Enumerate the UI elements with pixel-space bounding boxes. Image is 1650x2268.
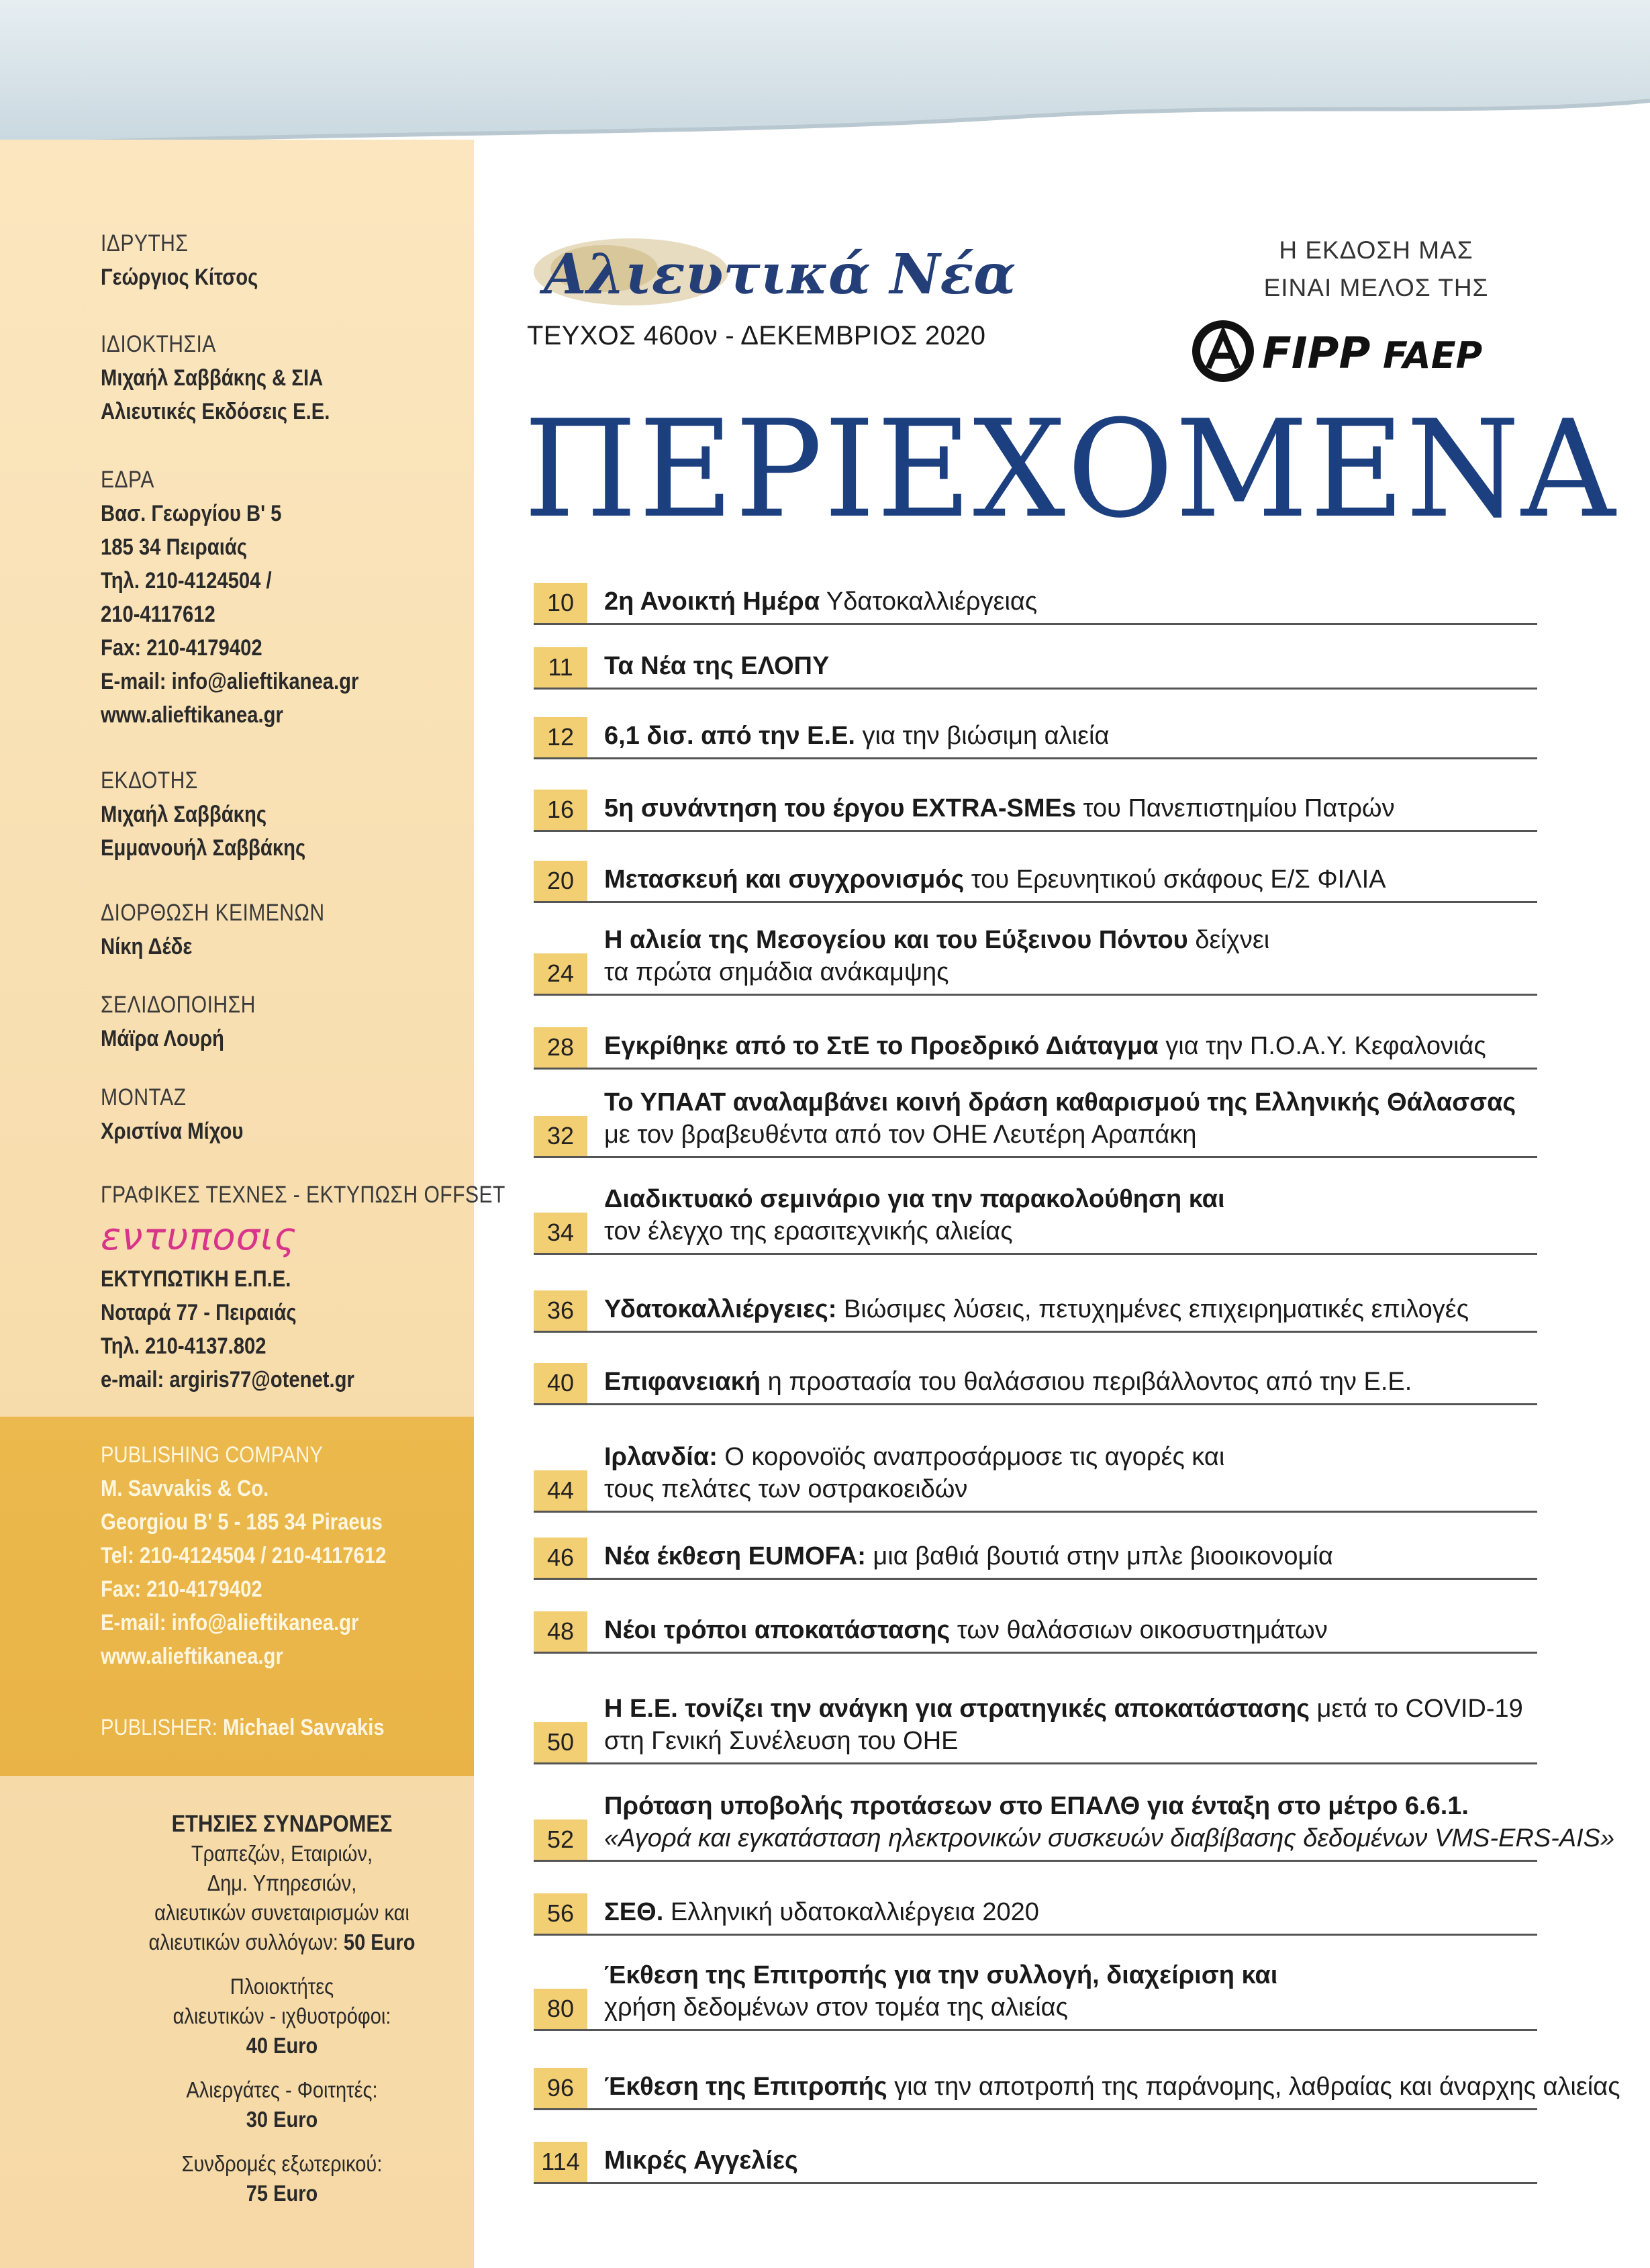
layout-name: Μάϊρα Λουρή	[101, 1026, 224, 1051]
toc-entry-segment: «Αγορά και εγκατάσταση ηλεκτρονικών συσκευών διαβίβασης δεδομένων VMS-ERS-AIS»	[604, 1824, 1615, 1852]
fipp-text: FIPP	[1262, 329, 1371, 379]
subscription-price: 50 Euro	[343, 1930, 416, 1954]
toc-entry-line	[604, 1614, 1328, 1646]
toc-entry-segment: Τα Νέα της ΕΛΟΠΥ	[604, 652, 830, 680]
toc-entry-line	[604, 1086, 1516, 1119]
seat-line: Τηλ. 210-4124504 /	[101, 568, 272, 594]
ownership-block	[101, 328, 463, 428]
toc-row[interactable]	[534, 1289, 1537, 1333]
publisher-label: PUBLISHER:	[101, 1715, 217, 1740]
toc-row[interactable]	[534, 1892, 1537, 1936]
toc-entry-title	[604, 1693, 1523, 1757]
toc-entry-segment: Ελληνική υδατοκαλλιέργεια 2020	[663, 1898, 1039, 1926]
page-title: ΠΕΡΙΕΧΟΜΕΝΑ	[524, 391, 1617, 548]
toc-entry-segment: τους πελάτες των οστρακοειδών	[604, 1475, 968, 1503]
toc-entry-title	[604, 1293, 1469, 1325]
toc-entry-segment: για την αποτροπή της παράνομης, λαθραίας και άναρχης αλιείας	[887, 2073, 1620, 2101]
toc-entry-line	[604, 792, 1395, 824]
subscription-line: Τραπεζών, Εταιριών,	[191, 1841, 373, 1866]
printer-line: ΕΚΤΥΠΩΤΙΚΗ Ε.Π.Ε.	[101, 1266, 291, 1292]
publishing-line: Georgiou B' 5 - 185 34 Piraeus	[101, 1509, 383, 1535]
toc-page-number: 56	[534, 1893, 587, 1934]
subscription-price: 40 Euro	[246, 2033, 318, 2058]
toc-page-number: 16	[534, 790, 587, 830]
toc-entry-segment: Πρόταση υποβολής προτάσεων στο ΕΠΑΛΘ για ένταξη στο μέτρο 6.6.1.	[604, 1792, 1469, 1820]
toc-entry-line	[604, 924, 1269, 956]
toc-entry-title	[604, 1540, 1333, 1572]
toc-entry-line	[604, 2071, 1620, 2103]
toc-entry-line	[604, 1896, 1039, 1928]
seat-line: Βασ. Γεωργίου Β' 5	[101, 501, 282, 526]
toc-entry-line	[604, 1790, 1614, 1822]
toc-entry-line	[604, 1959, 1277, 1991]
toc-page-number: 80	[534, 1989, 587, 2029]
toc-entry-line	[604, 1215, 1225, 1247]
toc-entry-title	[604, 924, 1269, 988]
publisher-name: Michael Savvakis	[223, 1715, 385, 1740]
montage-name: Χριστίνα Μίχου	[101, 1119, 244, 1144]
toc-page-number: 24	[534, 953, 587, 994]
membership-note	[1195, 232, 1557, 307]
toc-entry-line	[604, 2144, 798, 2177]
toc-page-number: 40	[534, 1363, 587, 1403]
toc-entry-title	[604, 1896, 1039, 1928]
toc-entry-title	[604, 720, 1109, 752]
seat-website: www.alieftikanea.gr	[101, 702, 283, 728]
toc-row[interactable]	[534, 2140, 1537, 2184]
toc-entry-segment: των θαλάσσιων οικοσυστημάτων	[950, 1616, 1328, 1644]
toc-entry-segment: με τον βραβευθέντα από τον ΟΗΕ Λευτέρη Αραπάκη	[604, 1121, 1197, 1149]
toc-entry-segment: για την Π.Ο.Α.Υ. Κεφαλονιάς	[1158, 1032, 1486, 1060]
toc-page-number: 10	[534, 583, 587, 623]
toc-entry-segment: Διαδικτυακό σεμινάριο για την παρακολούθηση και	[604, 1185, 1225, 1213]
printer-line: Τηλ. 210-4137.802	[101, 1333, 266, 1359]
toc-entry-title	[604, 1366, 1412, 1398]
toc-entry-title	[604, 1030, 1486, 1062]
toc-entry-segment: Μετασκευή και συγχρονισμός	[604, 865, 965, 894]
proofreading-name: Νίκη Δέδε	[101, 934, 193, 959]
toc-entry-line	[604, 1441, 1224, 1473]
seat-line: 185 34 Πειραιάς	[101, 534, 248, 560]
toc-page-number: 52	[534, 1820, 587, 1860]
toc-entry-segment: Το ΥΠΑΑΤ αναλαμβάνει κοινή δράση καθαρισμού της Ελληνικής Θάλασσας	[604, 1088, 1516, 1117]
toc-entry-line	[604, 650, 829, 682]
subscription-line	[122, 1928, 441, 1957]
magazine-logo-text: Αλιευτικά Νέα	[544, 242, 1016, 307]
subscription-text: αλιευτικών συλλόγων:	[148, 1930, 338, 1954]
toc-row[interactable]	[534, 581, 1537, 625]
printing-heading: ΓΡΑΦΙΚΕΣ ΤΕΧΝΕΣ - ΕΚΤΥΠΩΣΗ OFFSET	[101, 1182, 505, 1208]
toc-page-number: 28	[534, 1027, 587, 1068]
toc-entry-title	[604, 2144, 798, 2177]
toc-entry-segment: Υδατοκαλλιέργειας	[820, 587, 1038, 616]
toc-entry-segment: ΣΕΘ.	[604, 1898, 664, 1926]
printing-block	[101, 1178, 505, 1212]
ownership-line: Αλιευτικές Εκδόσεις Ε.Ε.	[101, 399, 330, 424]
toc-page-number: 46	[534, 1538, 587, 1578]
toc-entry-segment: χρήση δεδομένων στον τομέα της αλιείας	[604, 1993, 1068, 2022]
toc-entry-title	[604, 585, 1037, 618]
toc-page-number: 32	[534, 1116, 587, 1156]
toc-row[interactable]	[534, 1082, 1537, 1158]
toc-row[interactable]	[534, 920, 1537, 996]
toc-entry-segment: Νέοι τρόποι αποκατάστασης	[604, 1616, 951, 1644]
toc-entry-line	[604, 1030, 1486, 1062]
toc-entry-title	[604, 863, 1386, 896]
founder-heading: ΙΔΡΥΤΗΣ	[101, 230, 189, 256]
toc-entry-line	[604, 1991, 1277, 2024]
toc-entry-line	[604, 1473, 1224, 1505]
toc-entry-line	[604, 585, 1037, 618]
founder-block	[101, 227, 463, 294]
toc-page-number: 36	[534, 1290, 587, 1331]
toc-entry-segment: 6,1 δισ. από την Ε.Ε.	[604, 722, 855, 750]
toc-entry-segment: για την βιώσιμη αλιεία	[855, 722, 1110, 750]
publisher-line: Εμμανουήλ Σαββάκης	[101, 835, 306, 861]
toc-entry-line	[604, 1693, 1523, 1725]
toc-entry-segment: μετά το COVID-19	[1309, 1695, 1523, 1723]
toc-entry-line	[604, 1293, 1469, 1325]
toc-page-number: 34	[534, 1213, 587, 1253]
montage-block	[101, 1081, 463, 1148]
toc-entry-segment: δείχνει	[1187, 926, 1270, 954]
toc-entry-segment: Μικρές Αγγελίες	[604, 2146, 798, 2175]
seat-heading: ΕΔΡΑ	[101, 467, 154, 493]
toc-entry-title	[604, 1614, 1328, 1646]
toc-entry-segment: Βιώσιμες λύσεις, πετυχημένες επιχειρηματικές επιλογές	[836, 1295, 1469, 1323]
toc-entry-segment: Ιρλανδία:	[604, 1443, 718, 1471]
toc-row[interactable]	[534, 646, 1537, 690]
printer-block	[101, 1262, 463, 1397]
toc-entry-line	[604, 863, 1386, 896]
toc-entry-segment: στη Γενική Συνέλευση του ΟΗΕ	[604, 1727, 959, 1755]
publishing-line: Tel: 210-4124504 / 210-4117612	[101, 1543, 387, 1568]
printer-logo: εντυποσις	[101, 1215, 297, 1259]
magazine-logo	[530, 232, 1016, 319]
toc-entry-segment: Έκθεση της Επιτροπής για την συλλογή, διαχείριση και	[604, 1961, 1278, 1989]
toc-row[interactable]	[534, 1955, 1537, 2031]
toc-page-number: 20	[534, 861, 587, 901]
toc-entry-line	[604, 1366, 1412, 1398]
toc-page-number: 12	[534, 717, 587, 757]
toc-row[interactable]	[534, 1026, 1537, 1070]
subscription-line: Αλιεργάτες - Φοιτητές:	[186, 2077, 378, 2102]
toc-entry-title	[604, 1959, 1277, 2024]
publishing-website: www.alieftikanea.gr	[101, 1644, 283, 1669]
toc-entry-title	[604, 1086, 1516, 1151]
toc-page-number: 48	[534, 1611, 587, 1652]
subscription-price: 30 Euro	[246, 2107, 318, 2132]
toc-row[interactable]	[534, 1786, 1615, 1862]
toc-entry-segment: τον έλεγχο της ερασιτεχνικής αλιείας	[604, 1217, 1013, 1245]
toc-entry-segment: Η αλιεία της Μεσογείου και του Εύξεινου Πόντου	[604, 926, 1188, 954]
toc-page-number: 44	[534, 1470, 587, 1511]
toc-row[interactable]	[534, 1689, 1537, 1764]
toc-entry-segment: Ο κορονοϊός αναπροσάρμοσε τις αγορές και	[717, 1443, 1225, 1471]
toc-page-number: 50	[534, 1722, 587, 1762]
subscription-price: 75 Euro	[246, 2181, 318, 2206]
subscriptions-block	[101, 1809, 463, 2208]
toc-entry-line	[604, 1822, 1614, 1854]
printer-email: e-mail: argiris77@otenet.gr	[101, 1367, 354, 1392]
toc-entry-line	[604, 1725, 1523, 1757]
subscription-line: Πλοιοκτήτες	[230, 1974, 334, 1999]
layout-block	[101, 988, 463, 1055]
subscription-line: Δημ. Υπηρεσιών,	[207, 1871, 357, 1895]
toc-entry-segment: Υδατοκαλλιέργειες:	[604, 1295, 837, 1323]
toc-row[interactable]	[534, 2067, 1620, 2110]
toc-entry-line	[604, 1119, 1516, 1151]
subscription-line: Συνδρομές εξωτερικού:	[181, 2151, 383, 2176]
toc-page-number: 11	[534, 647, 587, 688]
toc-entry-segment: η προστασία του θαλάσσιου περιβάλλοντος από την Ε.Ε.	[761, 1368, 1412, 1396]
toc-entry-segment: Έκθεση της Επιτροπής	[604, 2073, 887, 2101]
toc-entry-segment: μια βαθιά βουτιά στην μπλε βιοοικονομία	[865, 1542, 1333, 1570]
toc-entry-line	[604, 956, 1269, 988]
proofreading-heading: ΔΙΟΡΘΩΣΗ ΚΕΙΜΕΝΩΝ	[101, 900, 325, 926]
subscription-line: αλιευτικών συνεταιρισμών και	[154, 1900, 409, 1925]
faep-text: FAEP	[1383, 334, 1483, 377]
toc-row[interactable]	[534, 1362, 1537, 1405]
toc-entry-segment: του Πανεπιστημίου Πατρών	[1075, 794, 1395, 822]
founder-name: Γεώργιος Κίτσος	[101, 265, 258, 290]
ownership-heading: ΙΔΙΟΚΤΗΣΙΑ	[101, 331, 216, 357]
montage-heading: ΜΟΝΤΑΖ	[101, 1084, 187, 1111]
toc-row[interactable]	[534, 1437, 1537, 1513]
layout-heading: ΣΕΛΙΔΟΠΟΙΗΣΗ	[101, 992, 256, 1018]
toc-entry-segment: τα πρώτα σημάδια ανάκαμψης	[604, 958, 949, 986]
toc-entry-segment: Η Ε.Ε. τονίζει την ανάγκη για στρατηγικές αποκατάστασης	[604, 1695, 1310, 1723]
seat-line: Fax: 210-4179402	[101, 635, 262, 661]
issue-info: ΤΕΥΧΟΣ 460ον - ΔΕΚΕΜΒΡΙΟΣ 2020	[527, 321, 986, 350]
toc-entry-line	[604, 1540, 1333, 1572]
fipp-faep-logo	[1188, 314, 1504, 388]
membership-line: ΕΙΝΑΙ ΜΕΛΟΣ ΤΗΣ	[1263, 274, 1489, 301]
subscription-line: αλιευτικών - ιχθυοτρόφοι:	[173, 2003, 391, 2028]
ownership-line: Μιχαήλ Σαββάκης & ΣΙΑ	[101, 365, 324, 391]
toc-entry-title	[604, 1441, 1224, 1505]
toc-entry-segment: Εγκρίθηκε από το ΣτΕ το Προεδρικό Διάταγμα	[604, 1032, 1159, 1060]
publishing-email: E-mail: info@alieftikanea.gr	[101, 1610, 359, 1636]
seat-line: 210-4117612	[101, 602, 215, 627]
toc-entry-title	[604, 1183, 1225, 1247]
printer-line: Νοταρά 77 - Πειραιάς	[101, 1300, 297, 1325]
toc-page-number: 114	[534, 2142, 587, 2182]
publisher-credit	[101, 1711, 385, 1744]
toc-entry-segment: Επιφανειακή	[604, 1368, 761, 1396]
toc-page-number: 96	[534, 2068, 587, 2108]
seat-block	[101, 463, 463, 732]
toc-entry-title	[604, 650, 829, 682]
toc-entry-title	[604, 2071, 1620, 2103]
toc-entry-segment: 2η Ανοικτή Ημέρα	[604, 587, 820, 616]
toc-row[interactable]	[534, 1179, 1537, 1255]
seat-email: E-mail: info@alieftikanea.gr	[101, 669, 359, 694]
toc-entry-title	[604, 1790, 1614, 1854]
subscriptions-heading: ΕΤΗΣΙΕΣ ΣΥΝΔΡΟΜΕΣ	[171, 1811, 393, 1837]
toc-entry-line	[604, 720, 1109, 752]
publishing-line: Fax: 210-4179402	[101, 1576, 262, 1602]
toc-row[interactable]	[534, 716, 1537, 759]
publisher-line: Μιχαήλ Σαββάκης	[101, 802, 267, 827]
publishing-line: M. Savvakis & Co.	[101, 1476, 269, 1501]
publisher-block	[101, 764, 463, 865]
toc-entry-segment: του Ερευνητικού σκάφους Ε/Σ ΦΙΛΙΑ	[964, 865, 1386, 894]
toc-entry-segment: Νέα έκθεση EUMOFA:	[604, 1542, 866, 1570]
membership-line: Η ΕΚΔΟΣΗ ΜΑΣ	[1279, 236, 1473, 264]
toc-row[interactable]	[534, 1610, 1537, 1654]
toc-row[interactable]	[534, 859, 1537, 903]
toc-entry-line	[604, 1183, 1225, 1215]
header-wave-band	[0, 0, 1650, 161]
publisher-heading: ΕΚΔΟΤΗΣ	[101, 767, 198, 794]
proofreading-block	[101, 896, 463, 963]
toc-entry-segment: 5η συνάντηση του έργου EXTRA-SMEs	[604, 794, 1076, 822]
toc-entry-title	[604, 792, 1395, 824]
toc-row[interactable]	[534, 1536, 1537, 1580]
publishing-heading: PUBLISHING COMPANY	[101, 1442, 323, 1468]
toc-row[interactable]	[534, 788, 1537, 832]
